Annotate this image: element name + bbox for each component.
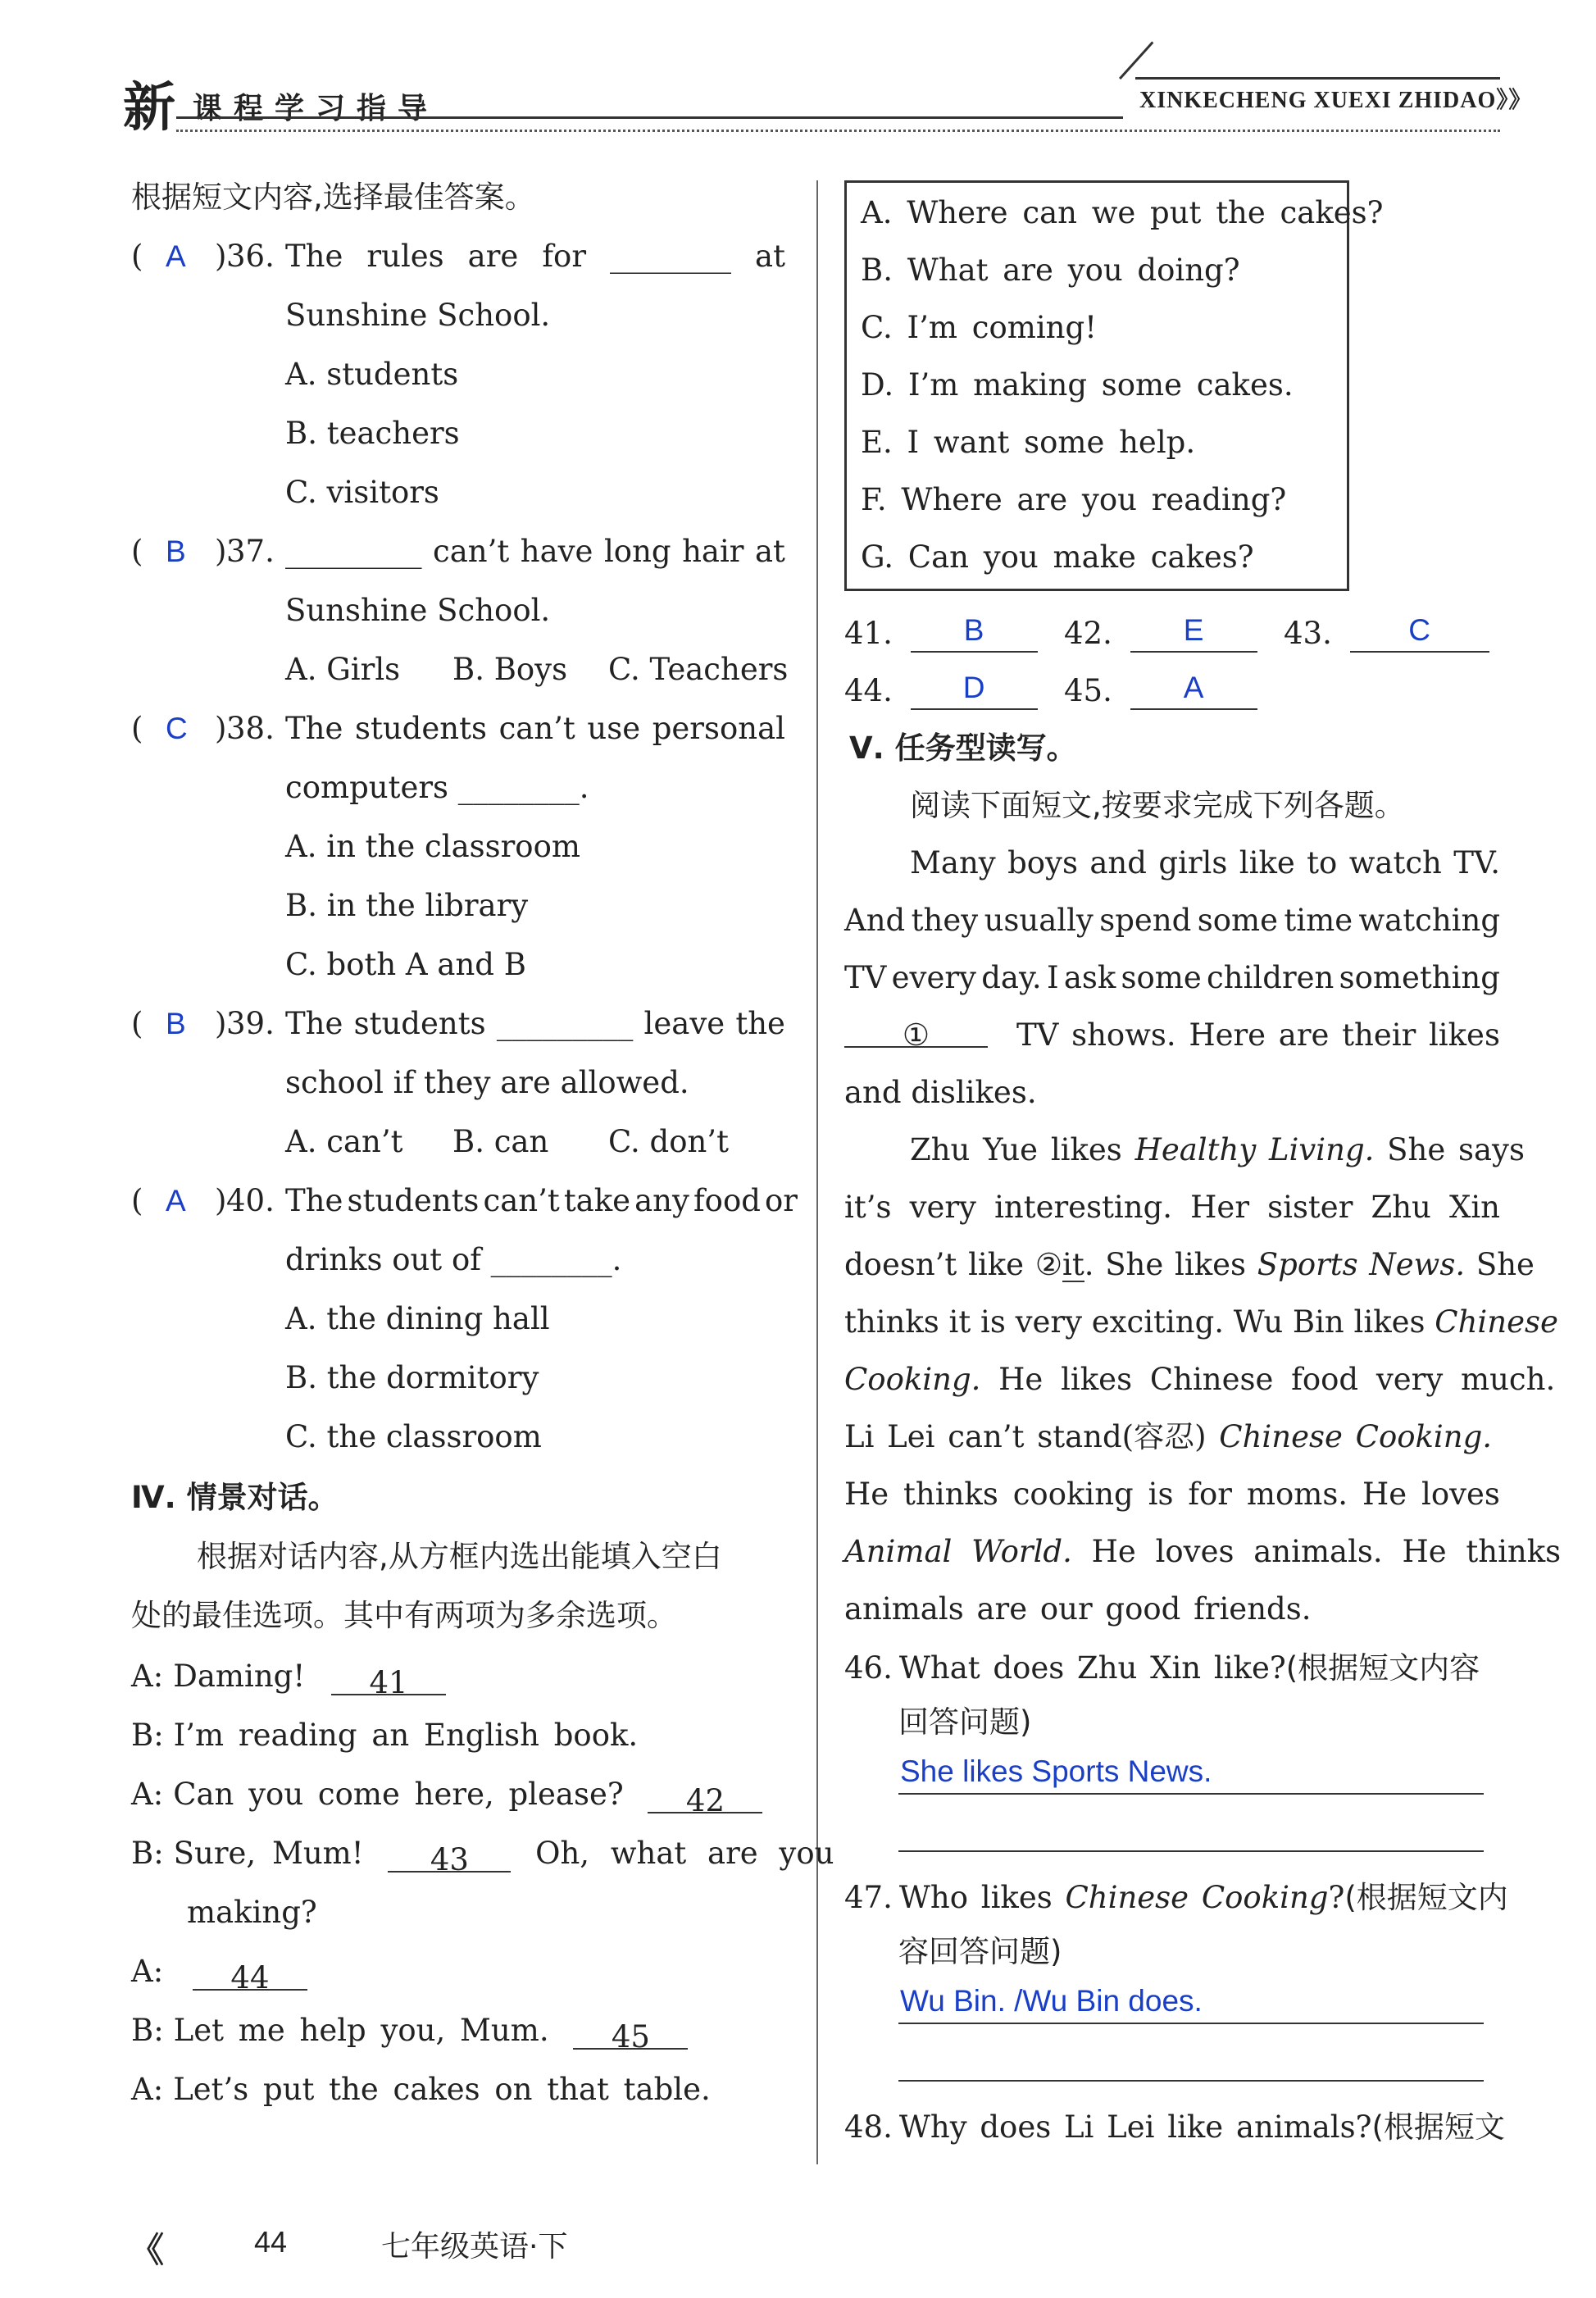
- answer-40: A: [166, 1184, 186, 1217]
- question-46: 46. What does Zhu Xin like?(根据短文内容: [844, 1650, 1480, 1686]
- answer-line: [898, 1850, 1484, 1852]
- answer-41: 41. B: [844, 615, 1038, 653]
- box-option: C. I’m coming!: [861, 310, 1098, 345]
- answer-43: 43. C: [1284, 615, 1489, 653]
- answer-38: C: [166, 712, 188, 745]
- prev-page-arrow-icon: 《: [130, 2230, 165, 2270]
- dialogue-line-7: A: Let’s put the cakes on that table.: [131, 2072, 711, 2107]
- header-rule: [176, 116, 1123, 119]
- dialogue-line-5: A: 44: [131, 1953, 307, 1991]
- instruction-text: 根据短文内容,选择最佳答案。: [131, 180, 535, 215]
- answer-46: She likes Sports News.: [900, 1754, 1212, 1788]
- header-rule-slant: [1119, 41, 1153, 80]
- answer-36: A: [166, 239, 186, 273]
- blank-2-marker: ②: [1034, 1247, 1062, 1282]
- passage-line: He thinks cooking is for moms. He loves: [844, 1477, 1500, 1512]
- answer-37: B: [166, 535, 186, 568]
- answer-line: [898, 2023, 1484, 2024]
- header-dotted-rule: [176, 130, 1500, 132]
- passage-line: TV every day. I ask some children something: [844, 960, 1500, 995]
- blank-1-marker: ①: [902, 1017, 930, 1053]
- header-title-en: XINKECHENG XUEXI ZHIDAO》》: [1139, 86, 1533, 113]
- answer-47: Wu Bin. /Wu Bin does.: [900, 1984, 1203, 2018]
- question-47: 47. Who likes Chinese Cooking?(根据短文内: [844, 1880, 1508, 1915]
- header-logo: 新: [123, 78, 175, 139]
- dialogue-line-4: B: Sure, Mum! 43 Oh, what are you: [131, 1836, 834, 1877]
- dialogue-line-3: A: Can you come here, please? 42: [131, 1776, 762, 1813]
- section-4-title: Ⅳ. 情景对话。: [131, 1480, 339, 1515]
- worksheet-page: 新 课程学习指导 XINKECHENG XUEXI ZHIDAO》》 根据短文内容,选择最佳答案。 ( A ) 36. The rules are for ________ at Sunshine School. A. students B. teachers C. visitors ( B ) 37. _________ can’t have long hair at Sunshine School. A. Girls B. Boys C. Teachers ( C ) 38. The students can’t use personal computers ________. A. in the classroom B. in the library C. both A and B ( B ) 39. The students _________ leave the school if they are allowed. A. can’t B. can C. don’t ( A ) 40. The students can’t take any food or drinks out of ________. A. the dining hall B. the dormitory C. the classroom Ⅳ. 情景对话。 根据对话内容,从方框内选出能填入空白 处的最佳选项。其中有两项为多余选项。 A: Daming! 41 B: I’m reading an English book. A: Can you come here, please? 42 B: Sure, Mum! 43 Oh, what are you making? A: 44 B: Let me help you, Mum. 45 A: Let’s put the cakes on that table. A. Where can we put the cakes? B. What are you doing? C. I’m coming! D. I’m making some cakes. E. I want some help. F. Where are you reading? G. Can you make cakes? 41. B 42. E 43. C 44. D 45. A Ⅴ. 任务型读写。 阅读下面短文,按要求完成下列各题。 Many boys and girls like to watch TV. And they usually spend some time watching TV every day. I ask some children something ① TV shows. Here are their likes and dislikes. Zhu Yue likes Healthy Living. She says it’s very interesting. Her sister Zhu Xin doesn’t like ②it. She likes Sports News. She thinks it is very exciting. Wu Bin likes Chinese Cooking. He likes Chinese food very much. Li Lei can’t stand(容忍) Chinese Cooking. He thinks cooking is for moms. He loves Animal World. He loves animals. He thinks animals are our good friends. 46. What does Zhu Xin like?(根据短文内容 回答问题) She likes Sports News. 47. Who likes Chinese Cooking?(根据短文内 容回答问题) Wu Bin. /Wu Bin does. 48. Why does Li Lei like animals?(根据短文 《 44 七年级英语·下: [0, 0, 1596, 2298]
- dialogue-line-1: A: Daming! 41: [131, 1658, 446, 1695]
- answer-line: [898, 1793, 1484, 1795]
- passage-line: thinks it is very exciting. Wu Bin likes Chinese: [844, 1304, 1558, 1340]
- book-title: 七年级英语·下: [381, 2230, 568, 2264]
- dialogue-line-6: B: Let me help you, Mum. 45: [131, 2012, 688, 2050]
- passage-line: Cooking. He likes Chinese food very much.: [844, 1362, 1556, 1397]
- box-option: G. Can you make cakes?: [861, 539, 1254, 575]
- box-option: A. Where can we put the cakes?: [861, 195, 1384, 230]
- section-5-title: Ⅴ. 任务型读写。: [849, 730, 1077, 766]
- box-option: D. I’m making some cakes.: [861, 367, 1294, 403]
- box-option: E. I want some help.: [861, 425, 1196, 460]
- passage-line: it’s very interesting. Her sister Zhu Xin: [844, 1190, 1500, 1225]
- passage-line: Animal World. He loves animals. He thinks: [844, 1534, 1562, 1569]
- box-option: F. Where are you reading?: [861, 482, 1287, 517]
- question-48: 48. Why does Li Lei like animals?(根据短文: [844, 2109, 1505, 2145]
- passage-line: Many boys and girls like to watch TV.: [910, 845, 1500, 881]
- passage-line: Zhu Yue likes Healthy Living. She says: [910, 1132, 1525, 1167]
- answer-44: 44. D: [844, 672, 1038, 710]
- header-rule-right: [1135, 77, 1500, 80]
- box-option: B. What are you doing?: [861, 253, 1240, 288]
- header-title: 课程学习指导: [193, 92, 439, 125]
- page-number: 44: [254, 2225, 288, 2259]
- dialogue-line-2: B: I’m reading an English book.: [131, 1718, 639, 1753]
- passage-line: Li Lei can’t stand(容忍) Chinese Cooking.: [844, 1419, 1493, 1454]
- answer-line: [898, 2080, 1484, 2082]
- passage-line: doesn’t like ②it. She likes Sports News. She: [844, 1247, 1535, 1282]
- answer-45: 45. A: [1064, 672, 1257, 710]
- answer-42: 42. E: [1064, 615, 1257, 653]
- passage-line: And they usually spend some time watching: [844, 903, 1500, 938]
- answer-39: B: [166, 1007, 186, 1040]
